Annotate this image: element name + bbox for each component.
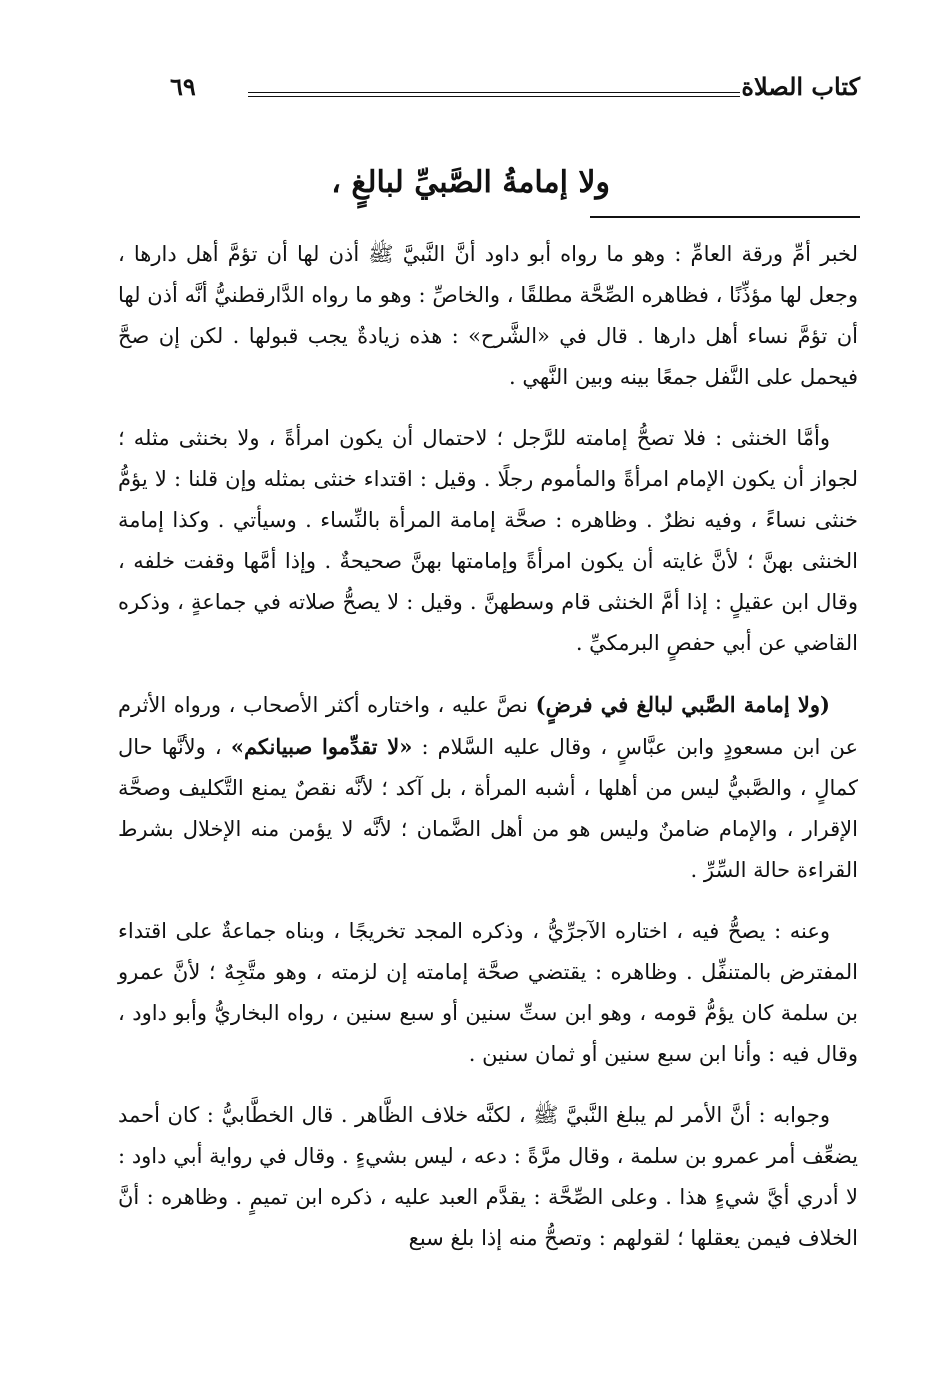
paragraph-1: لخبر أمِّ ورقة العامِّ : وهو ما رواه أبو داود أنَّ النَّبيَّ ﷺ أذن لها أن تؤمَّ أهل دارها ، وجعل لها مؤذِّنًا ، فظاهره الصِّحَّة مطلقًا ، والخاصِّ : وهو ما رواه الدَّارقطنيُّ أنَّه أذن لها أن تؤمَّ نساء أهل دارها . قال في «الشَّرح» : هذه زيادةٌ يجب قبولها . لكن إن صحَّ فيحمل على النَّفل جمعًا بينه وبين النَّهي . — [118, 242, 858, 389]
paragraph-3-text-a: نصَّ عليه ، واختاره أكثر الأصحاب ، ورواه الأثرم عن ابن مسعودٍ وابن عبَّاسٍ ، وقال عليه السَّلام : — [118, 693, 859, 759]
paragraph-5: وجوابه : أنَّ الأمر لم يبلغ النَّبيَّ ﷺ ، لكنَّه خلاف الظَّاهر . قال الخطَّابيُّ : كان أحمد يضعِّف أمر عمرو بن سلمة ، وقال مرَّةً : دعه ، ليس بشيءٍ . وقال في رواية أبي داود : لا أدري أيَّ شيءٍ هذا . وعلى الصِّحَّة : يقدَّم العبد عليه ، ذكره ابن تميمٍ . وظاهره : أنَّ الخلاف فيمن يعقلها ؛ لقولهم : وتصحُّ منه إذا بلغ سبع — [118, 1103, 858, 1250]
heading-rule — [590, 216, 860, 218]
paragraph-3 — [118, 684, 858, 891]
section-heading: ولا إمامةُ الصَّبيِّ لبالغٍ ، — [331, 165, 610, 200]
page-header — [160, 72, 860, 112]
paragraph-3-text-b: ، ولأنَّها حال كمالٍ ، والصَّبيُّ ليس من أهلها ، أشبه المرأة ، بل آكد ؛ لأنَّه نقصٌ يمنع التَّكليف وصحَّة الإقرار ، والإمام ضامنٌ وليس هو من أهل الضَّمان ؛ لأنَّه لا يؤمن منه الإخلال بشرط القراءة حالة السِّرِّ . — [118, 735, 858, 882]
hadith-quote: «لا تقدِّموا صبيانكم» — [230, 734, 413, 759]
matn-lead: (ولا إمامة الصَّبي لبالغ في فرضٍ) — [535, 692, 830, 717]
running-title: كتاب الصلاة — [741, 72, 860, 101]
body-text — [118, 234, 858, 1279]
header-rule — [248, 92, 740, 97]
paragraph-2: وأمَّا الخنثى : فلا تصحُّ إمامته للرَّجل ؛ لاحتمال أن يكون امرأةً ، ولا بخنثى مثله ؛ لجواز أن يكون الإمام امرأةً والمأموم رجلًا . وقيل : اقتداء خنثى بمثله وإن قلنا : لا يؤمُّ خنثى نساءً ، وفيه نظرٌ . وظاهره : صحَّة إمامة المرأة بالنِّساء . وسيأتي . وكذا إمامة الخنثى بهنَّ ؛ لأنَّ غايته أن يكون امرأةً وإمامتها بهنَّ صحيحةٌ . وإذا أمَّها وقفت خلفه ، وقال ابن عقيلٍ : إذا أمَّ الخنثى قام وسطهنَّ . وقيل : لا يصحُّ صلاته في جماعةٍ ، وذكره القاضي عن أبي حفصٍ البرمكيِّ . — [118, 426, 858, 655]
paragraph-4: وعنه : يصحُّ فيه ، اختاره الآجرِّيُّ ، وذكره المجد تخريجًا ، وبناه جماعةٌ على اقتداء المفترض بالمتنفِّل . وظاهره : يقتضي صحَّة إمامته إن لزمته ، وهو متَّجِهٌ ؛ لأنَّ عمرو بن سلمة كان يؤمُّ قومه ، وهو ابن ستِّ سنين أو سبع سنين ، رواه البخاريُّ وأبو داود ، وقال فيه : وأنا ابن سبع سنين أو ثمان سنين . — [118, 919, 858, 1066]
page-number: ٦٩ — [170, 72, 196, 101]
